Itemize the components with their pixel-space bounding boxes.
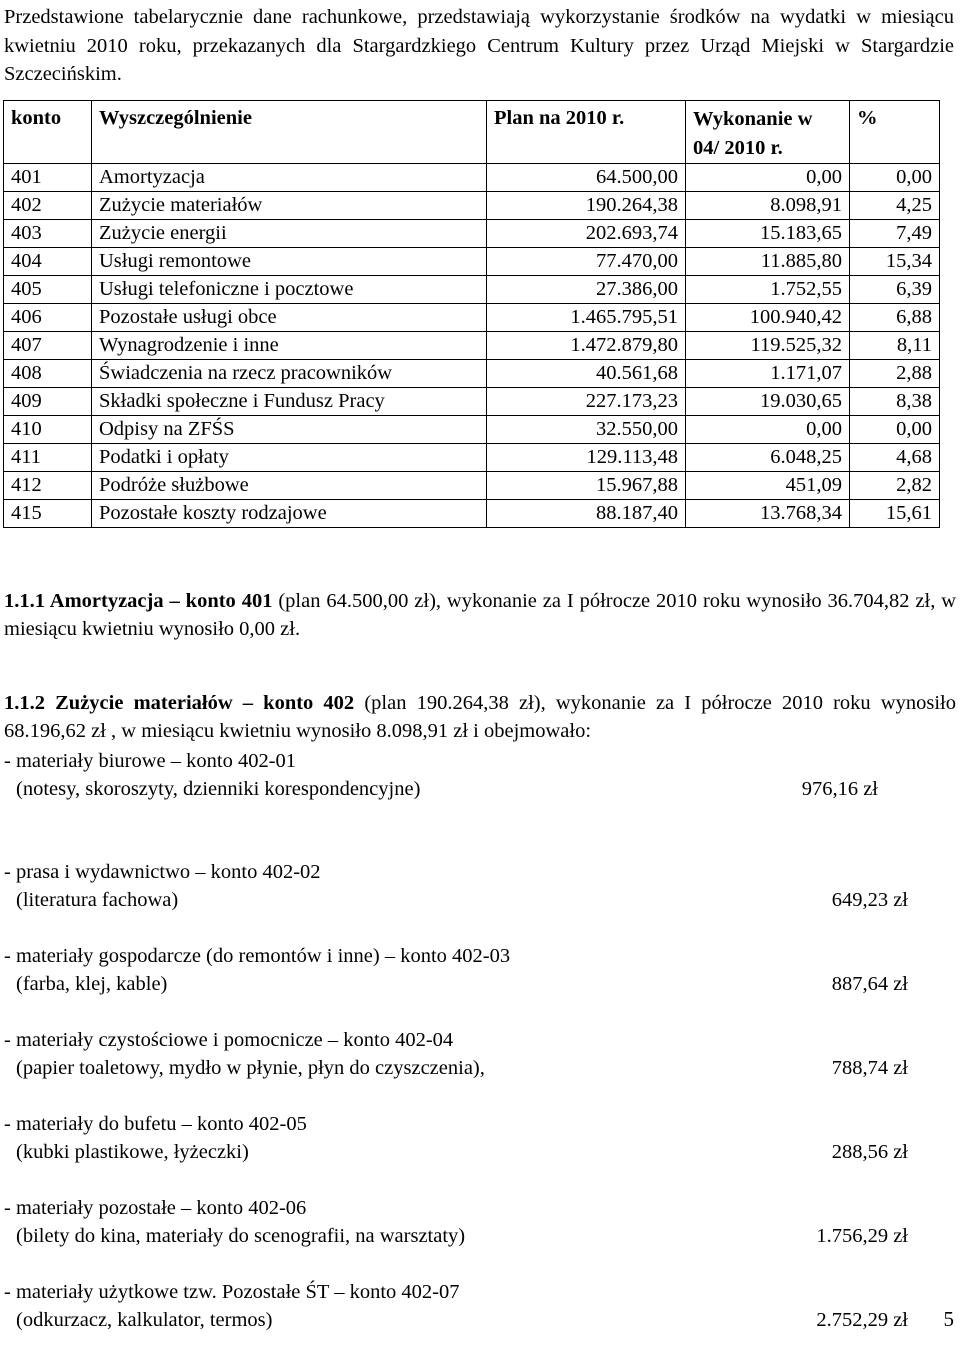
- item-title: - materiały gospodarcze (do remontów i inne) – konto 402-03: [4, 945, 511, 967]
- item-description: (farba, klej, kable): [16, 973, 168, 995]
- section-1-1-2: [4, 689, 956, 745]
- table-row-411: [4, 444, 940, 472]
- cell-procent: 8,11: [850, 332, 940, 360]
- cell-name: Odpisy na ZFŚS: [92, 416, 487, 444]
- cell-plan: 27.386,00: [487, 276, 686, 304]
- cell-plan: 77.470,00: [487, 248, 686, 276]
- list-item: [4, 1278, 924, 1334]
- item-title: - prasa i wydawnictwo – konto 402-02: [4, 861, 321, 883]
- cell-konto: 406: [4, 304, 92, 332]
- cell-procent: 2,82: [850, 472, 940, 500]
- cell-plan: 88.187,40: [487, 500, 686, 528]
- item-amount: 887,64 zł: [831, 973, 908, 995]
- page-number: 5: [943, 1307, 954, 1331]
- cell-procent: 7,49: [850, 220, 940, 248]
- section-1-1-1-text: (plan 64.500,00 zł), wykonanie za I półrocze 2010 roku wynosiło 36.704,82 zł, w miesiącu kwietniu wynosiło 0,00 zł.: [4, 590, 957, 640]
- table-row-410: [4, 416, 940, 444]
- cell-name: Wynagrodzenie i inne: [92, 332, 487, 360]
- cell-plan: 227.173,23: [487, 388, 686, 416]
- cell-name: Pozostałe usługi obce: [92, 304, 487, 332]
- cell-konto: 403: [4, 220, 92, 248]
- cell-procent: 15,34: [850, 248, 940, 276]
- cell-name: Świadczenia na rzecz pracowników: [92, 360, 487, 388]
- cell-wykonanie: 451,09: [686, 472, 850, 500]
- cell-konto: 402: [4, 192, 92, 220]
- section-1-1-1-dash: –: [169, 590, 180, 612]
- table-row-412: [4, 472, 940, 500]
- cell-konto: 412: [4, 472, 92, 500]
- item-title: - materiały czystościowe i pomocnicze – konto 402-04: [4, 1029, 454, 1051]
- cell-wykonanie: 100.940,42: [686, 304, 850, 332]
- cell-procent: 2,88: [850, 360, 940, 388]
- section-1-1-1-account: konto 401: [185, 590, 273, 612]
- cell-plan: 40.561,68: [487, 360, 686, 388]
- cell-konto: 401: [4, 164, 92, 192]
- item-title: - materiały pozostałe – konto 402-06: [4, 1197, 307, 1219]
- item-description: (odkurzacz, kalkulator, termos): [16, 1309, 273, 1331]
- table-row-404: [4, 248, 940, 276]
- cell-wykonanie: 0,00: [686, 416, 850, 444]
- cell-name: Usługi remontowe: [92, 248, 487, 276]
- cell-wykonanie: 11.885,80: [686, 248, 850, 276]
- cell-konto: 407: [4, 332, 92, 360]
- list-item: [4, 942, 924, 998]
- cell-name: Zużycie energii: [92, 220, 487, 248]
- table-row-407: [4, 332, 940, 360]
- cell-wykonanie: 119.525,32: [686, 332, 850, 360]
- item-description: (notesy, skoroszyty, dzienniki korespondencyjne): [16, 778, 421, 800]
- list-item: [4, 858, 924, 914]
- cell-plan: 32.550,00: [487, 416, 686, 444]
- item-description: (kubki plastikowe, łyżeczki): [16, 1141, 249, 1163]
- cell-konto: 415: [4, 500, 92, 528]
- item-description: (bilety do kina, materiały do scenografii, na warsztaty): [16, 1225, 466, 1247]
- cell-wykonanie: 13.768,34: [686, 500, 850, 528]
- section-1-1-2-text: (plan 190.264,38 zł), wykonanie za I półrocze 2010 roku wynosiło 68.196,62 zł , w miesiącu kwietniu wynosiło 8.098,91 zł i obejmowało:: [4, 692, 956, 742]
- item-amount: 288,56 zł: [831, 1141, 908, 1163]
- cell-plan: 15.967,88: [487, 472, 686, 500]
- cell-procent: 4,25: [850, 192, 940, 220]
- cell-plan: 1.472.879,80: [487, 332, 686, 360]
- table-row-401: [4, 164, 940, 192]
- cell-wykonanie: 8.098,91: [686, 192, 850, 220]
- list-item: [4, 1194, 924, 1250]
- item-amount: 2.752,29 zł: [816, 1309, 908, 1331]
- cell-wykonanie: 15.183,65: [686, 220, 850, 248]
- cell-plan: 1.465.795,51: [487, 304, 686, 332]
- table-header-row: [4, 101, 940, 164]
- cell-name: Amortyzacja: [92, 164, 487, 192]
- cell-name: Składki społeczne i Fundusz Pracy: [92, 388, 487, 416]
- cell-konto: 409: [4, 388, 92, 416]
- cell-procent: 6,88: [850, 304, 940, 332]
- item-amount: 976,16 zł: [801, 778, 878, 800]
- cell-wykonanie: 1.752,55: [686, 276, 850, 304]
- table-row-406: [4, 304, 940, 332]
- header-wykonanie: Wykonanie w 04/ 2010 r.: [686, 101, 850, 164]
- item-amount: 788,74 zł: [831, 1057, 908, 1079]
- item-title: - materiały biurowe – konto 402-01: [4, 750, 297, 772]
- header-wyszczegolnienie: Wyszczególnienie: [92, 101, 487, 164]
- item-description: (papier toaletowy, mydło w płynie, płyn do czyszczenia),: [16, 1057, 485, 1079]
- list-item: [4, 1110, 924, 1166]
- cell-plan: 64.500,00: [487, 164, 686, 192]
- list-item: [4, 1026, 924, 1082]
- table-row-405: [4, 276, 940, 304]
- table-row-402: [4, 192, 940, 220]
- cell-procent: 8,38: [850, 388, 940, 416]
- cell-plan: 129.113,48: [487, 444, 686, 472]
- expense-table: [3, 100, 940, 528]
- cell-wykonanie: 19.030,65: [686, 388, 850, 416]
- cell-konto: 405: [4, 276, 92, 304]
- table-row-408: [4, 360, 940, 388]
- intro-paragraph: Przedstawione tabelarycznie dane rachunkowe, przedstawiają wykorzystanie środków na wydatki w miesiącu kwietniu 2010 roku, przekazanych dla Stargardzkiego Centrum Kultury przez Urząd Miejski w Stargardzie Szczecińskim.: [4, 6, 954, 85]
- list-item: [4, 747, 924, 803]
- cell-wykonanie: 6.048,25: [686, 444, 850, 472]
- item-description: (literatura fachowa): [16, 889, 179, 911]
- cell-procent: 15,61: [850, 500, 940, 528]
- cell-plan: 190.264,38: [487, 192, 686, 220]
- table-row-403: [4, 220, 940, 248]
- cell-name: Usługi telefoniczne i pocztowe: [92, 276, 487, 304]
- cell-wykonanie: 1.171,07: [686, 360, 850, 388]
- cell-konto: 410: [4, 416, 92, 444]
- cell-procent: 0,00: [850, 416, 940, 444]
- cell-konto: 404: [4, 248, 92, 276]
- table-row-415: [4, 500, 940, 528]
- item-title: - materiały do bufetu – konto 402-05: [4, 1113, 307, 1135]
- table-body: [4, 164, 940, 528]
- table-row-409: [4, 388, 940, 416]
- cell-procent: 6,39: [850, 276, 940, 304]
- cell-procent: 4,68: [850, 444, 940, 472]
- section-1-1-1-title: 1.1.1 Amortyzacja: [4, 590, 164, 612]
- cell-name: Pozostałe koszty rodzajowe: [92, 500, 487, 528]
- section-1-1-2-title: 1.1.2 Zużycie materiałów – konto 402: [4, 692, 355, 714]
- header-procent: %: [850, 101, 940, 164]
- item-amount: 1.756,29 zł: [816, 1225, 908, 1247]
- item-title: - materiały użytkowe tzw. Pozostałe ŚT – konto 402-07: [4, 1281, 460, 1303]
- section-1-1-1: [4, 587, 956, 643]
- cell-plan: 202.693,74: [487, 220, 686, 248]
- cell-procent: 0,00: [850, 164, 940, 192]
- cell-konto: 408: [4, 360, 92, 388]
- cell-konto: 411: [4, 444, 92, 472]
- cell-name: Podróże służbowe: [92, 472, 487, 500]
- header-plan: Plan na 2010 r.: [487, 101, 686, 164]
- header-konto: konto: [4, 101, 92, 164]
- cell-wykonanie: 0,00: [686, 164, 850, 192]
- cell-name: Podatki i opłaty: [92, 444, 487, 472]
- cell-name: Zużycie materiałów: [92, 192, 487, 220]
- item-amount: 649,23 zł: [831, 889, 908, 911]
